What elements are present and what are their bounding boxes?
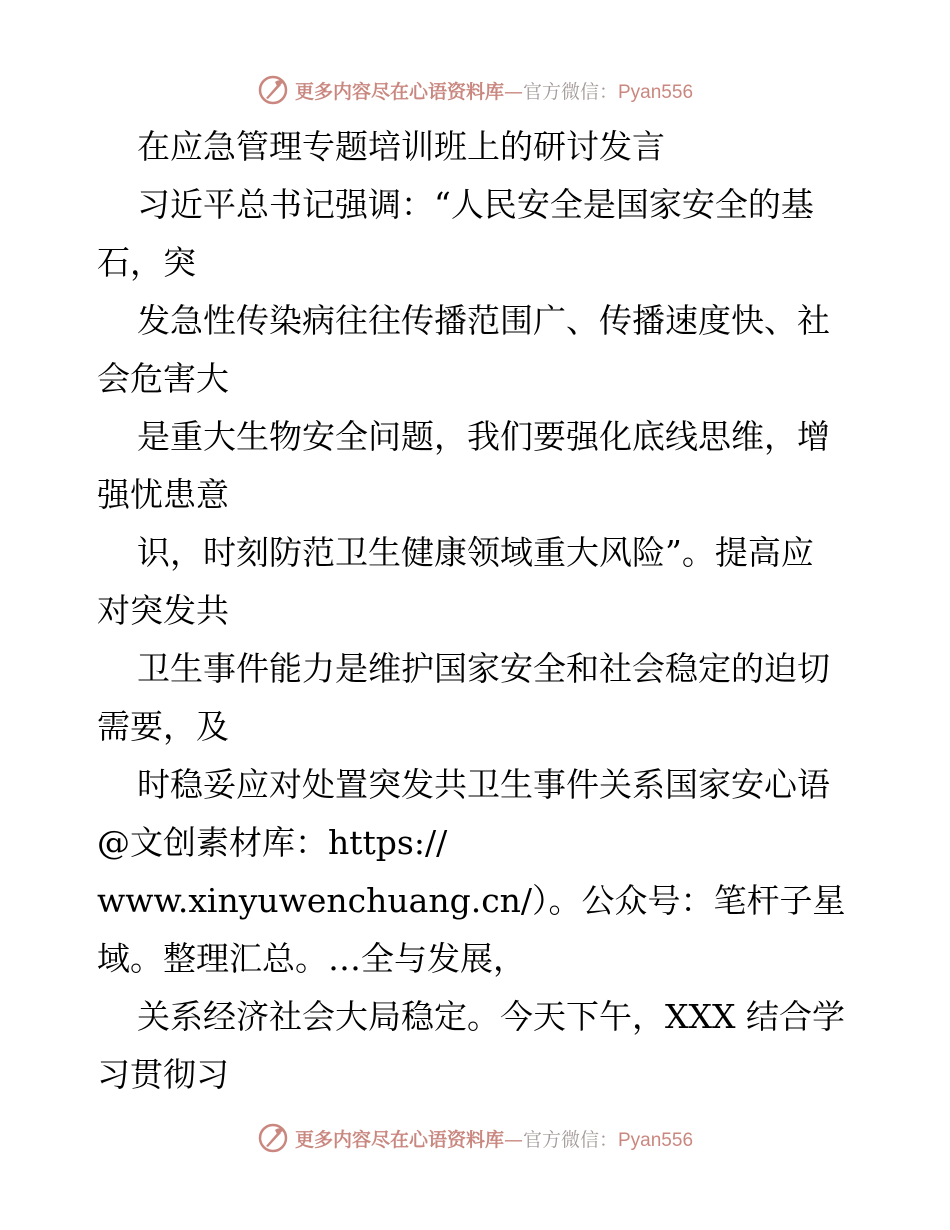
document-line: 强忧患意 bbox=[97, 475, 229, 514]
document-line: www.xinyuwenchuang.cn/）。公众号：笔杆子星 bbox=[97, 881, 846, 920]
document-line: 识，时刻防范卫生健康领域重大风险”。提高应 bbox=[137, 533, 814, 572]
banner-main-text: 更多内容尽在心语资料库 bbox=[294, 80, 504, 103]
document-line: 习近平总书记强调：“人民安全是国家安全的基 bbox=[137, 185, 814, 224]
quill-logo-icon bbox=[257, 74, 289, 106]
document-line: 域。整理汇总。…全与发展， bbox=[97, 939, 526, 978]
banner-separator: — bbox=[503, 80, 523, 103]
document-body bbox=[97, 118, 857, 1104]
banner-separator: — bbox=[503, 1128, 523, 1151]
banner-wechat-id: Pyan556 bbox=[618, 81, 694, 103]
document-line: @文创素材库：https:// bbox=[97, 823, 448, 862]
banner-wechat-label: 官方微信： bbox=[522, 80, 618, 103]
document-line: 对突发共 bbox=[97, 591, 229, 630]
quill-logo-icon bbox=[257, 1122, 289, 1154]
banner-wechat-id: Pyan556 bbox=[618, 1129, 694, 1151]
document-line: 需要，及 bbox=[97, 707, 229, 746]
banner-wechat-label: 官方微信： bbox=[522, 1128, 618, 1151]
banner-text bbox=[295, 1125, 693, 1152]
document-line: 发急性传染病往往传播范围广、传播速度快、社 bbox=[137, 301, 830, 340]
document-line: 关系经济社会大局稳定。今天下午，XXX 结合学 bbox=[137, 997, 845, 1036]
banner-text bbox=[295, 77, 693, 104]
document-line: 会危害大 bbox=[97, 359, 229, 398]
banner-main-text: 更多内容尽在心语资料库 bbox=[294, 1128, 504, 1151]
document-line: 卫生事件能力是维护国家安全和社会稳定的迫切 bbox=[137, 649, 830, 688]
footer-watermark-banner bbox=[0, 1118, 950, 1158]
document-line: 习贯彻习 bbox=[97, 1055, 229, 1094]
document-line: 石，突 bbox=[97, 243, 196, 282]
document-line: 是重大生物安全问题，我们要强化底线思维，增 bbox=[137, 417, 830, 456]
document-line: 时稳妥应对处置突发共卫生事件关系国家安心语 bbox=[137, 765, 830, 804]
document-title: 在应急管理专题培训班上的研讨发言 bbox=[137, 127, 665, 166]
header-watermark-banner bbox=[0, 70, 950, 110]
